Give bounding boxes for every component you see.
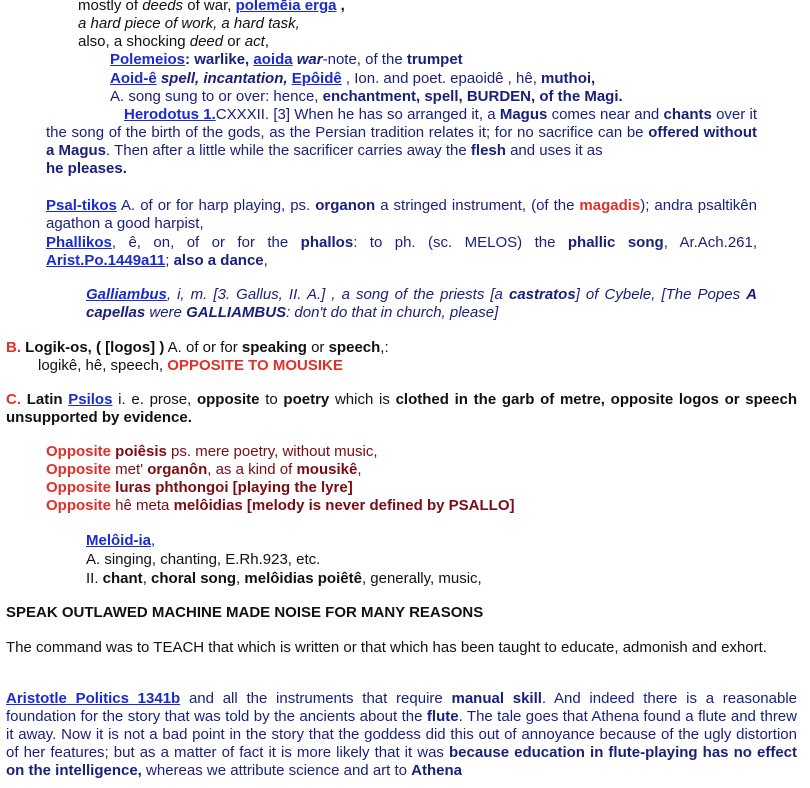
line-meloidia — [86, 532, 155, 550]
text-bold: Latin — [21, 391, 69, 408]
text: met' — [111, 461, 148, 478]
text-bold-italic: A capellas — [86, 286, 757, 321]
text-bold: he pleases. — [46, 160, 127, 177]
text-bold: melôidias [melody is never defined by PSALLO] — [173, 497, 515, 514]
text: , Ar.Ach.261, — [663, 234, 758, 251]
link-aristotle-politics[interactable]: Aristotle Politics 1341b — [6, 690, 181, 707]
text-italic: act — [244, 33, 265, 50]
text-italic: : don't do that in church, please] — [286, 304, 499, 321]
text-bold: : warlike, — [185, 51, 254, 68]
text-red: Opposite — [46, 443, 112, 460]
text: also, a shocking — [78, 33, 190, 50]
text-bold: ( [logos] ) — [96, 339, 165, 356]
text: , Ion. and poet. epaoidê , hê, — [341, 70, 542, 87]
text-italic: ] of Cybele, [The Popes — [575, 286, 747, 303]
text-italic: a hard piece of work, a hard task, — [78, 15, 300, 32]
text-bold: luras phthongoi [playing the lyre] — [111, 479, 353, 496]
text: : to ph. (sc. MELOS) the — [353, 234, 568, 251]
paragraph-command: The command was to TEACH that which is written or that which has been taught to educate, admonish and exhort. — [6, 639, 767, 656]
line-logikos — [6, 339, 389, 357]
line-opposite-luras — [46, 479, 353, 497]
text: A. singing, chanting, E.Rh.923, etc. — [86, 551, 321, 568]
text-bold-italic: GALLIAMBUS — [186, 304, 287, 321]
text-red: OPPOSITE TO MOUSIKE — [167, 357, 343, 374]
text: mostly of — [78, 0, 143, 14]
line-deeds-of-war — [78, 0, 345, 15]
text: II. — [86, 570, 103, 587]
link-epoide[interactable]: Epôidê — [291, 70, 342, 87]
text-bold: chants — [663, 106, 712, 123]
text-bold: Athena — [411, 762, 463, 779]
line-opposite-organon — [46, 461, 361, 479]
line-song-sung — [110, 88, 623, 106]
text: or — [223, 33, 245, 50]
text: , — [151, 532, 156, 549]
text: comes near and — [547, 106, 664, 123]
text-bold: muthoi, — [541, 70, 596, 87]
text-red: Opposite — [46, 497, 112, 514]
text-bold: melôidias poiêtê — [244, 570, 362, 587]
link-polemeia-erga[interactable]: polemēia erga — [235, 0, 337, 14]
text: , — [336, 0, 345, 14]
text: and all the instruments that require — [180, 690, 452, 707]
text: hê meta — [111, 497, 174, 514]
text-italic: deeds — [142, 0, 184, 14]
text-red: Opposite — [46, 479, 112, 496]
text-bold: because education in flute-playing has no effect on the intelligence, — [6, 744, 797, 779]
text: , — [264, 33, 269, 50]
line-logike — [38, 357, 343, 375]
text: ; — [165, 252, 174, 269]
text-bold: organôn — [147, 461, 208, 478]
text: and uses it as — [505, 142, 603, 159]
line-shocking-deed — [78, 33, 269, 51]
link-aoide[interactable]: Aoid-ê — [110, 70, 157, 87]
text-italic: were — [145, 304, 187, 321]
text: , ê, on, of or for the — [111, 234, 301, 251]
text: , as a kind of — [207, 461, 297, 478]
text-bold: phallic song — [567, 234, 664, 251]
line-chant — [86, 570, 482, 588]
text-bold: Logik-os, — [21, 339, 96, 356]
text: . And indeed there is a reasonable foundation for the story that was told by the ancients about the — [6, 690, 797, 725]
text-bold: speaking — [241, 339, 307, 356]
text: , generally, music, — [361, 570, 482, 587]
link-psilos[interactable]: Psilos — [68, 391, 113, 408]
text: A. of or for harp playing, ps. — [116, 197, 316, 214]
section-heading: SPEAK OUTLAWED MACHINE MADE NOISE FOR MANY REASONS — [6, 604, 484, 621]
text-bold: clothed in the garb of metre, opposite logos or speech unsupported by evidence. — [6, 391, 797, 426]
link-phallikos[interactable]: Phallikos — [46, 234, 112, 251]
line-opposite-meta — [46, 497, 514, 515]
text-bold: Magus — [499, 106, 548, 123]
paragraph-aristotle — [6, 690, 797, 780]
line-hard-work — [78, 15, 300, 33]
line-aoide — [110, 70, 595, 88]
text: whereas we attribute science and art to — [141, 762, 412, 779]
link-galliambus[interactable]: Galliambus — [86, 286, 167, 303]
paragraph-herodotus — [46, 106, 757, 178]
text: ); andra psaltikên agathon a good harpist, — [46, 197, 757, 232]
text-bold-italic: castratos — [508, 286, 576, 303]
text: logikê, hê, speech, — [38, 357, 168, 374]
text-bold: offered without a Magus — [46, 124, 757, 159]
text: i. e. prose, — [112, 391, 197, 408]
text-bold: poiêsis — [111, 443, 167, 460]
text-red: Opposite — [46, 461, 112, 478]
text: , — [236, 570, 245, 587]
text: a stringed instrument, (of the — [375, 197, 580, 214]
text-bold: trumpet — [406, 51, 463, 68]
text: . Then after a little while the sacrificer carries away the — [106, 142, 471, 159]
text-bold: enchantment, spell, BURDEN, of the Magi. — [322, 88, 623, 105]
text-bold: phallos — [300, 234, 354, 251]
text: of war, — [183, 0, 236, 14]
text-bold: manual skill — [451, 690, 542, 707]
paragraph-galliambus — [86, 286, 757, 322]
link-arist-po[interactable]: Arist.Po.1449a11 — [46, 252, 166, 269]
paragraph-psaltikos — [46, 197, 757, 233]
section-letter-c: C. — [6, 391, 21, 408]
text: . The tale goes that Athena found a flute and threw it away. Now it is not a bad point in the story that the goddess did this out of annoyance because of the ugly distortion of her features; but as a matter of fact it is more likely that it was — [6, 708, 797, 761]
text: A. song sung to or over: hence, — [110, 88, 323, 105]
text-bold: chant — [102, 570, 143, 587]
text-bold: flesh — [470, 142, 506, 159]
link-herodotus[interactable]: Herodotus 1. — [124, 106, 216, 123]
line-opposite-poiesis — [46, 443, 378, 461]
text-bold-italic: war — [292, 51, 323, 68]
text-bold-italic: spell, incantation, — [156, 70, 292, 87]
link-polemeios[interactable]: Polemeios — [110, 51, 186, 68]
text-bold: opposite — [196, 391, 260, 408]
text: , — [357, 461, 362, 478]
text-bold: organon — [315, 197, 376, 214]
text: , — [142, 570, 152, 587]
text-bold: choral song — [151, 570, 237, 587]
text: which is — [329, 391, 396, 408]
text: CXXXII. [3] When he has so arranged it, a — [215, 106, 500, 123]
text-italic: , i, m. [3. Gallus, II. A.] , a song of the priests [a — [166, 286, 509, 303]
text-italic: deed — [189, 33, 224, 50]
text-bold: poetry — [283, 391, 330, 408]
paragraph-phallikos — [46, 234, 757, 270]
text: over it the song of the birth of the gods, as the Persian tradition relates it; for no sacrifice can be — [46, 106, 758, 141]
link-aoida[interactable]: aoida — [253, 51, 293, 68]
text-bold: mousikê — [296, 461, 358, 478]
text: , — [263, 252, 268, 269]
line-singing — [86, 551, 320, 569]
text: -note, of the — [322, 51, 407, 68]
text: ps. mere poetry, without music, — [166, 443, 378, 460]
text-red: magadis — [579, 197, 641, 214]
text-bold: flute — [426, 708, 459, 725]
text-bold: speech — [328, 339, 381, 356]
text: to — [259, 391, 284, 408]
link-psaltikos[interactable]: Psal-tikos — [46, 197, 117, 214]
text-bold: also a dance — [173, 252, 264, 269]
link-meloidia[interactable]: Melôid-ia — [86, 532, 152, 549]
text: ,: — [380, 339, 389, 356]
line-polemeios — [110, 51, 463, 69]
text: or — [306, 339, 329, 356]
text: A. of or for — [164, 339, 242, 356]
section-letter-b: B. — [6, 339, 21, 356]
paragraph-psilos — [6, 391, 797, 427]
